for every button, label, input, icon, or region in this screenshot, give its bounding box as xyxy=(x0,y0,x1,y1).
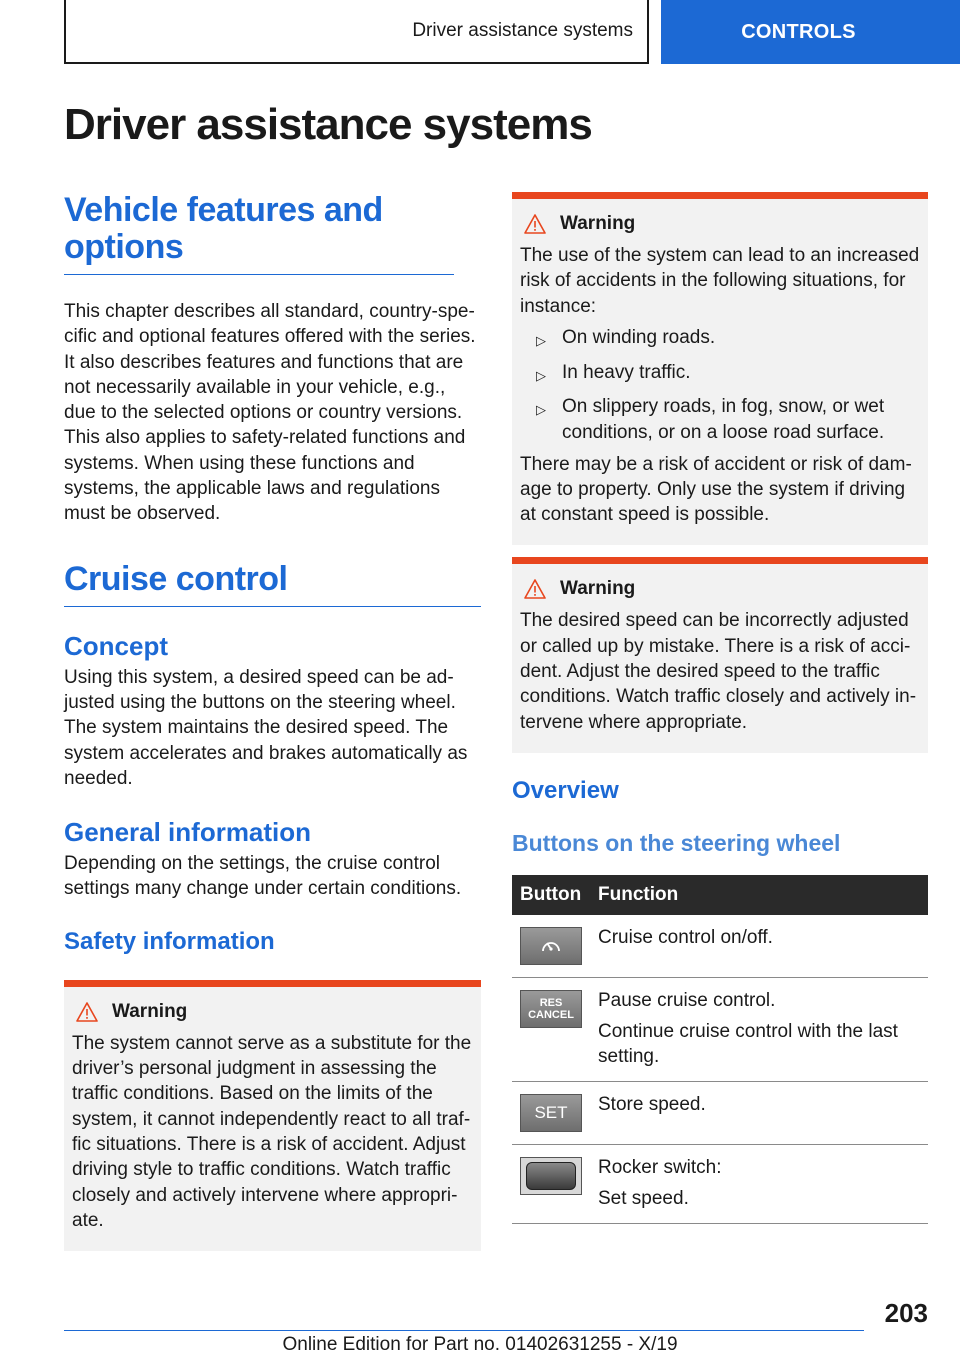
list-item xyxy=(520,360,920,388)
warning-outro: There may be a risk of accident or risk of damage to property. Only use the system if driving at constant speed is possible. xyxy=(520,453,912,526)
heading-buttons-steering-wheel: Buttons on the steering wheel xyxy=(512,829,841,856)
warning-text: The system cannot serve as a substitute for the driver’s personal judgment in assessing the traffic conditions. Based on the limits of the system, it cannot independently react to all traffic situations. There is a risk of accident. Adjust driving style to traffic conditions. Watch traffic closely and actively intervene where appropriate. xyxy=(72,1032,472,1231)
page-number: 203 xyxy=(884,1298,928,1328)
function-text: Set speed. xyxy=(598,1187,689,1209)
triangle-bullet-icon: ▷ xyxy=(536,402,546,418)
heading-concept: Concept xyxy=(64,630,168,661)
warning-label: Warning xyxy=(112,1000,188,1022)
warning-box-1 xyxy=(64,980,481,1251)
list-item xyxy=(520,394,920,445)
table-row xyxy=(512,1144,928,1223)
table-row xyxy=(512,915,928,978)
cruise-onoff-icon xyxy=(520,927,582,965)
header-tab-label: CONTROLS xyxy=(741,20,856,43)
general-paragraph: Depending on the settings, the cruise control settings many change under certain conditions. xyxy=(64,853,462,900)
warning-triangle-icon xyxy=(524,579,546,599)
concept-paragraph: Using this system, a desired speed can be adjusted using the buttons on the steering wheel. The system maintains the desired speed. The system accelerates and brakes automatically as needed. xyxy=(64,666,468,789)
warning-text: The desired speed can be incorrectly adjusted or called up by mistake. There is a risk of accident. Adjust the desired speed to the traffic conditions. Watch traffic closely and actively intervene where appropriate. xyxy=(520,610,917,733)
col-header-button: Button xyxy=(512,875,590,915)
col-header-function: Function xyxy=(590,875,928,915)
header-section-label: Driver assistance systems xyxy=(412,20,633,41)
warning-triangle-icon xyxy=(524,214,546,234)
triangle-bullet-icon: ▷ xyxy=(536,332,546,348)
function-text: Pause cruise control. xyxy=(598,989,776,1011)
list-item xyxy=(520,325,920,353)
triangle-bullet-icon: ▷ xyxy=(536,367,546,383)
rocker-switch-icon xyxy=(520,1157,582,1195)
warning-header xyxy=(72,1001,473,1023)
list-item-text: On winding roads. xyxy=(562,326,716,348)
function-text: Rocker switch: xyxy=(598,1156,722,1178)
function-text: Continue cruise control with the last setting. xyxy=(598,1020,898,1067)
warning-intro: The use of the system can lead to an increased risk of accidents in the following situations, for instance: xyxy=(520,245,920,317)
header-tab xyxy=(661,0,960,64)
list-item-text: In heavy traffic. xyxy=(562,361,691,383)
warning-label: Warning xyxy=(560,213,636,234)
heading-overview: Overview xyxy=(512,776,619,804)
table-row xyxy=(512,977,928,1081)
table-row xyxy=(512,1081,928,1144)
buttons-table xyxy=(512,875,928,1224)
icon-text-cancel: CANCEL xyxy=(528,1008,574,1021)
right-column xyxy=(512,192,928,1224)
table-header-row xyxy=(512,875,928,915)
function-text: Store speed. xyxy=(598,1093,706,1115)
warning-box-3 xyxy=(512,557,928,752)
function-text: Cruise control on/off. xyxy=(598,926,773,948)
res-cancel-icon xyxy=(520,990,582,1028)
page-title: Driver assistance systems xyxy=(64,100,592,149)
warning-header xyxy=(520,578,920,600)
heading-vehicle-features: Vehicle features and options xyxy=(64,192,454,275)
warning-label: Warning xyxy=(560,578,636,600)
left-column xyxy=(64,192,481,1251)
header-section xyxy=(64,0,649,64)
icon-text-res: RES xyxy=(539,996,563,1009)
list-item-text: On slippery roads, in fog, snow, or wet conditions, or on a loose road surface. xyxy=(562,396,885,443)
set-icon xyxy=(520,1094,582,1132)
heading-general-information: General information xyxy=(64,817,312,848)
warning-list xyxy=(520,325,920,445)
heading-safety-information: Safety information xyxy=(64,927,275,955)
heading-cruise-control: Cruise control xyxy=(64,561,481,607)
icon-text-set: SET xyxy=(534,1103,568,1123)
warning-box-2 xyxy=(512,192,928,545)
footer-divider xyxy=(64,1330,864,1331)
warning-header xyxy=(520,213,920,235)
footer-edition: Online Edition for Part no. 01402631255 - X/19 xyxy=(282,1334,678,1355)
features-paragraph: This chapter describes all standard, country-specific and optional features offered with the series. It also describes features and functions that are not necessarily available in your vehicle, e.g., due to the selected options or country versions. This also applies to safety-related functions and systems. When using these functions and systems, the applicable laws and regulations must be observed. xyxy=(64,301,476,525)
warning-triangle-icon xyxy=(76,1002,98,1022)
